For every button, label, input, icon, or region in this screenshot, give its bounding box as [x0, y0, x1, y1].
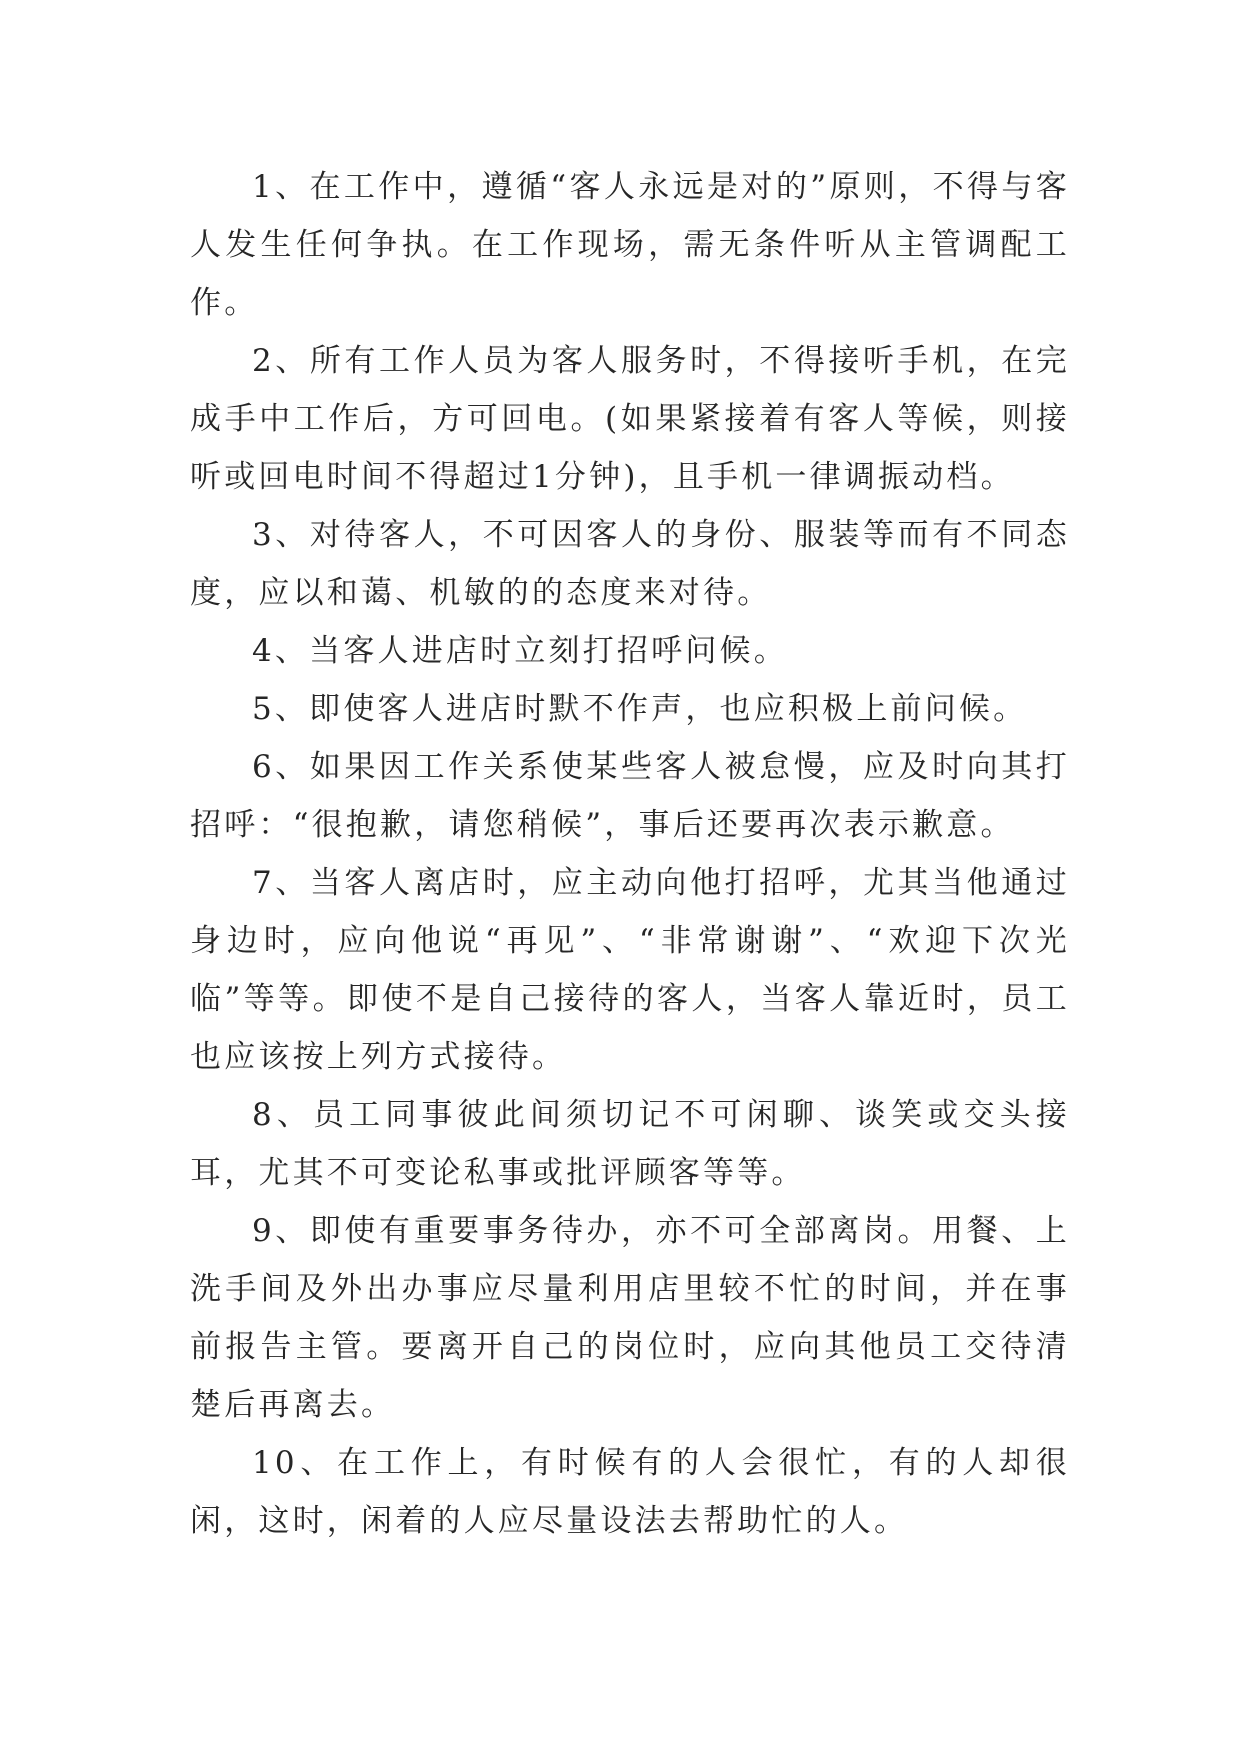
paragraph-4: 4、当客人进店时立刻打招呼问候。: [252, 633, 788, 669]
paragraph-3: 3、对待客人，不可因客人的身份、服装等而有不同态度，应以和蔼、机敏的的态度来对待。: [190, 517, 1070, 611]
document-body: [190, 158, 1070, 1550]
paragraph-6: 6、如果因工作关系使某些客人被怠慢，应及时向其打招呼：“很抱歉，请您稍候”，事后还要再次表示歉意。: [190, 749, 1070, 843]
paragraph-8: 8、员工同事彼此间须切记不可闲聊、谈笑或交头接耳，尤其不可变论私事或批评顾客等等。: [190, 1097, 1070, 1191]
paragraph-2: 2、所有工作人员为客人服务时，不得接听手机，在完成手中工作后，方可回电。(如果紧接着有客人等候，则接听或回电时间不得超过1分钟)，且手机一律调振动档。: [190, 343, 1070, 495]
paragraph-1: 1、在工作中，遵循“客人永远是对的”原则，不得与客人发生任何争执。在工作现场，需无条件听从主管调配工作。: [190, 169, 1070, 321]
paragraph-5: 5、即使客人进店时默不作声，也应积极上前问候。: [252, 691, 1028, 727]
paragraph-7: 7、当客人离店时，应主动向他打招呼，尤其当他通过身边时，应向他说“再见”、“非常谢谢”、“欢迎下次光临”等等。即使不是自己接待的客人，当客人靠近时，员工也应该按上列方式接待。: [190, 865, 1070, 1075]
paragraph-10: 10、在工作上，有时候有的人会很忙，有的人却很闲，这时，闲着的人应尽量设法去帮助忙的人。: [190, 1445, 1070, 1539]
paragraph-9: 9、即使有重要事务待办，亦不可全部离岗。用餐、上洗手间及外出办事应尽量利用店里较不忙的时间，并在事前报告主管。要离开自己的岗位时，应向其他员工交待清楚后再离去。: [190, 1213, 1070, 1423]
